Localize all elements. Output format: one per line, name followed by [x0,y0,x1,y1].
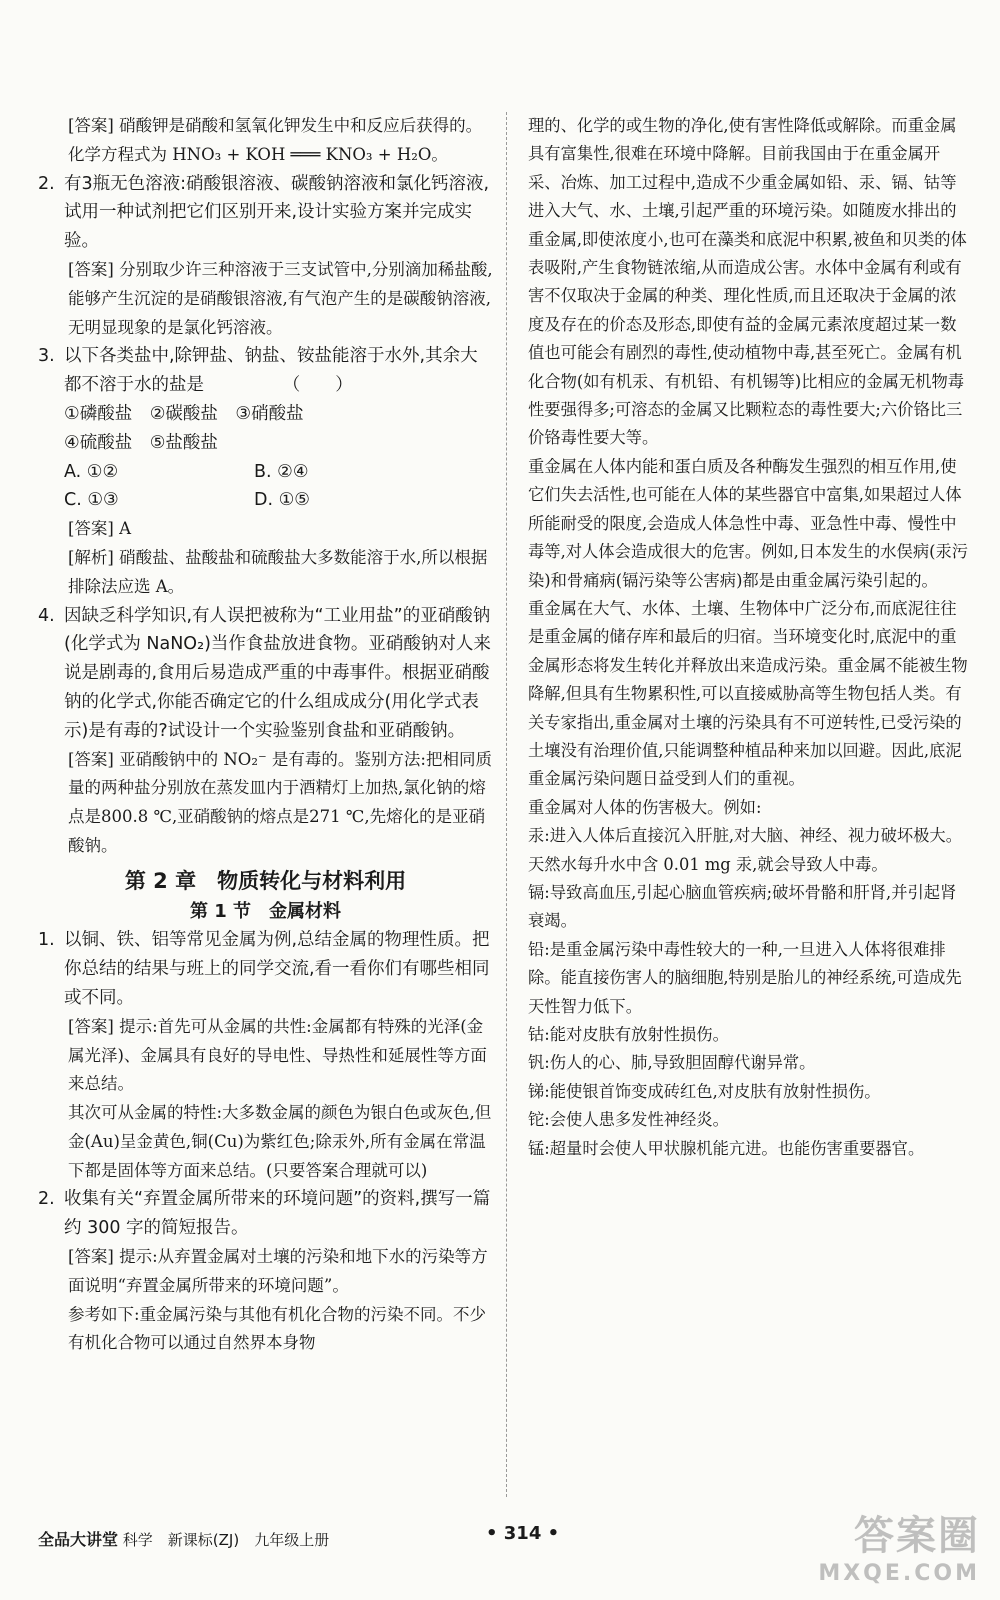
question-3-items: ④硫酸盐 ⑤盐酸盐 [64,432,218,453]
page-number: • 314 • [486,1523,560,1544]
question-3-items: ①磷酸盐 ②碳酸盐 ③硝酸盐 [64,403,304,424]
left-column [38,112,493,1358]
report-paragraph: 汞:进入人体后直接沉入肝脏,对大脑、神经、视力破坏极大。天然水每升水中含 0.01 mg 汞,就会导致人中毒。 [528,826,962,874]
explanation-3: [解析] 硝酸盐、盐酸盐和硫酸盐大多数能溶于水,所以根据排除法应选 A。 [68,547,488,596]
section-answer-1-cont: 其次可从金属的特性:大多数金属的颜色为银白色或灰色,但金(Au)呈金黄色,铜(Cu)为紫红色;除汞外,所有金属在常温下都是固体等方面来总结。(只要答案合理就可以) [68,1103,492,1180]
section-title: 第 1 节 金属材料 [189,900,342,922]
answer-4: [答案] 亚硝酸钠中的 NO₂⁻ 是有毒的。鉴别方法:把相同质量的两种盐分别放在蒸发皿内于酒精灯上加热,氯化钠的熔点是800.8 ℃,亚硝酸钠的熔点是271 ℃,先熔化的是亚硝酸钠。 [68,749,492,855]
report-paragraph: 重金属在大气、水体、土壤、生物体中广泛分布,而底泥往往是重金属的储存库和最后的归宿。当环境变化时,底泥中的重金属形态将发生转化并释放出来造成污染。重金属不能被生物降解,但具有生物累积性,可以直接威胁高等生物包括人类。有关专家指出,重金属对土壤的污染具有不可逆转性,已受污染的土壤没有治理价值,只能调整种植品种来加以回避。因此,底泥重金属污染问题日益受到人们的重视。 [528,598,968,789]
footer-brand: 全品大讲堂 [38,1530,119,1549]
report-paragraph: 理的、化学的或生物的净化,使有害性降低或解除。而重金属具有富集性,很难在环境中降解。目前我国由于在重金属开采、冶炼、加工过程中,造成不少重金属如铅、汞、镉、钴等进入大气、水、土壤,引起严重的环境污染。如随废水排出的重金属,即使浓度小,也可在藻类和底泥中积累,被鱼和贝类的体表吸附,产生食物链浓缩,从而造成公害。水体中金属有利或有害不仅取决于金属的种类、理化性质,而且还取决于金属的浓度及存在的价态及形态,即使有益的金属元素浓度超过某一数值也可能会有剧烈的毒性,使动植物中毒,甚至死亡。金属有机化合物(如有机汞、有机铅、有机锡等)比相应的金属无机物毒性要强得多;可溶态的金属又比颗粒态的毒性要大;六价铬比三价铬毒性要大等。 [528,116,967,448]
right-column [528,112,970,1163]
answer-3: [答案] A [68,519,132,539]
question-2: 2. 有3瓶无色溶液:硝酸银溶液、碳酸钠溶液和氯化钙溶液,试用一种试剂把它们区别开来,设计实验方案并完成实验。 [38,173,490,252]
answer-2: [答案] 分别取少许三种溶液于三支试管中,分别滴加稀盐酸,能够产生沉淀的是硝酸银溶液,有气泡产生的是碳酸钠溶液,无明显现象的是氯化钙溶液。 [68,259,493,337]
footer-info: 科学 新课标(ZJ) 九年级上册 [122,1531,330,1549]
question-3: 3. 以下各类盐中,除钾盐、钠盐、铵盐能溶于水外,其余大都不溶于水的盐是 （ ） [38,346,478,396]
watermark-logo: 答案圈 [854,1513,980,1559]
option-d: D. ①⑤ [254,490,310,511]
report-paragraph: 锑:能使银首饰变成砖红色,对皮肤有放射性损伤。 [528,1081,881,1101]
watermark-url: MXQE.COM [818,1561,980,1586]
report-paragraph: 重金属对人体的伤害极大。例如: [528,797,762,817]
option-c: C. ①③ [64,490,119,511]
section-answer-2: [答案] 提示:从弃置金属对土壤的污染和地下水的污染等方面说明“弃置金属所带来的环境问题”。 [68,1247,488,1295]
report-paragraph: 铅:是重金属污染中毒性较大的一种,一旦进入人体将很难排除。能直接伤害人的脑细胞,特别是胎儿的神经系统,可造成先天性智力低下。 [528,939,962,1016]
section-question-1: 1. 以铜、铁、铝等常见金属为例,总结金属的物理性质。把你总结的结果与班上的同学交流,看一看你们有哪些相同或不同。 [38,930,490,1008]
section-answer-2-cont: 参考如下:重金属污染与其他有机化合物的污染不同。不少有机化合物可以通过自然界本身物 [68,1304,487,1353]
answer-text: [答案] 硝酸钾是硝酸和氢氧化钾发生中和反应后获得的。化学方程式为 HNO₃ + KOH ═══ KNO₃ + H₂O。 [68,116,483,164]
section-answer-1: [答案] 提示:首先可从金属的共性:金属都有特殊的光泽(金属光泽)、金属具有良好的导电性、导热性和延展性等方面来总结。 [68,1016,487,1094]
report-paragraph: 钒:伤人的心、肺,导致胆固醇代谢异常。 [528,1053,816,1073]
options-row [38,458,493,487]
report-paragraph: 重金属在人体内能和蛋白质及各种酶发生强烈的相互作用,使它们失去活性,也可能在人体的某些器官中富集,如果超过人体所能耐受的限度,会造成人体急性中毒、亚急性中毒、慢性中毒等,对人体会造成很大的危害。例如,日本发生的水俣病(汞污染)和骨痛病(镉污染等公害病)都是由重金属污染引起的。 [528,456,969,590]
report-paragraph: 铊:会使人患多发性神经炎。 [528,1110,729,1130]
options-row [38,486,493,515]
question-4: 4. 因缺乏科学知识,有人误把被称为“工业用盐”的亚硝酸钠(化学式为 NaNO₂)当作食盐放进食物。亚硝酸钠对人来说是剧毒的,食用后易造成严重的中毒事件。根据亚硝酸钠的化学式,你能否确定它的什么组成成分(用化学式表示)是有毒的?试设计一个实验鉴别食盐和亚硝酸钠。 [38,605,491,741]
report-paragraph: 钴:能对皮肤有放射性损伤。 [528,1025,729,1044]
chapter-title: 第 2 章 物质转化与材料利用 [124,868,407,893]
section-question-2: 2. 收集有关“弃置金属所带来的环境问题”的资料,撰写一篇约 300 字的简短报告。 [38,1189,491,1239]
option-b: B. ②④ [254,461,309,482]
report-paragraph: 镉:导致高血压,引起心脑血管疾病;破坏骨骼和肝肾,并引起肾衰竭。 [528,882,957,931]
option-a: A. ①② [64,461,119,482]
report-paragraph: 锰:超量时会使人甲状腺机能亢进。也能伤害重要器官。 [528,1138,925,1158]
column-divider [506,112,507,1497]
site-watermark [818,1504,980,1586]
